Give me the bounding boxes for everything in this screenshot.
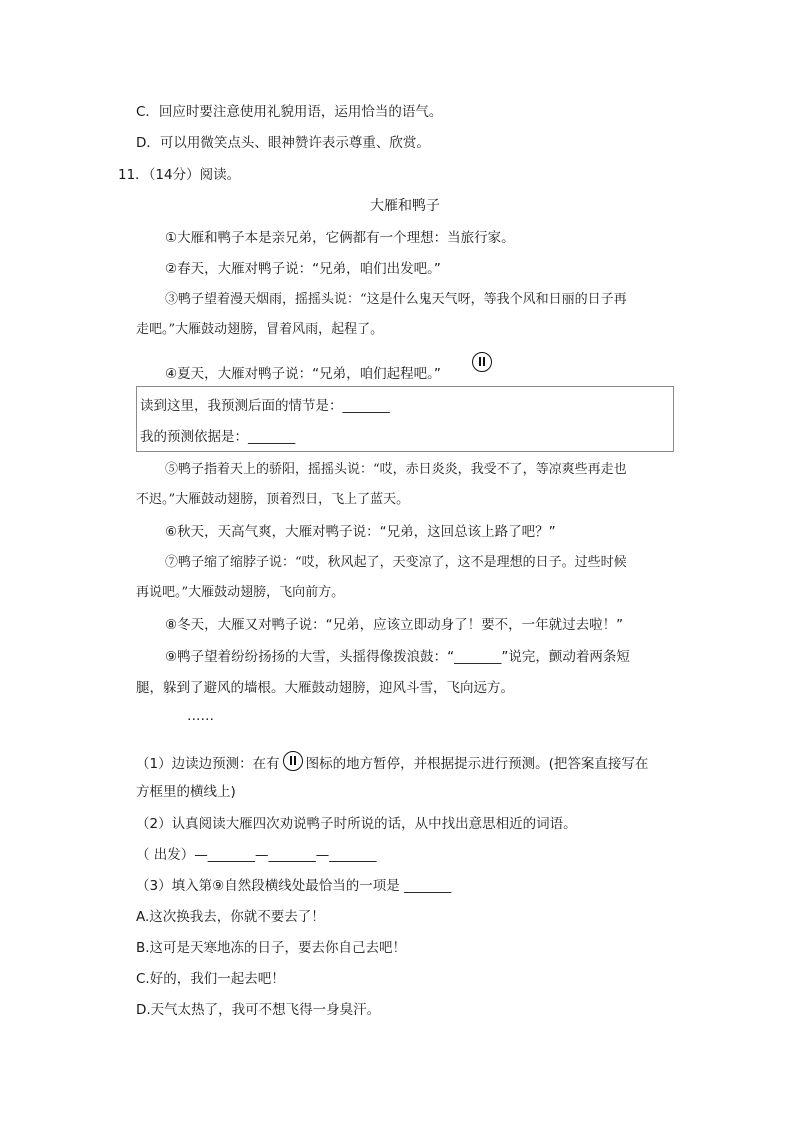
sub-question-3: （3）填入第⑨自然段横线处最恰当的一项是 _______ — [136, 878, 452, 894]
sub-question-1-before: （1）边读边预测：在有 — [136, 756, 280, 772]
sub-question-2: （2）认真阅读大雁四次劝说鸭子时所说的话，从中找出意思相近的词语。 — [136, 816, 577, 832]
paragraph-3-line-1: ③鸭子望着漫天烟雨，摇摇头说：“这是什么鬼天气呀，等我个风和日丽的日子再 — [165, 292, 627, 307]
paragraph-4: ④夏天，大雁对鸭子说：“兄弟，咱们起程吧。” — [165, 366, 441, 382]
paragraph-6: ⑥秋天，天高气爽，大雁对鸭子说：“兄弟，这回总该上路了吧？” — [165, 524, 556, 540]
question-11-header: 11．（14分）阅读。 — [118, 167, 241, 183]
paragraph-5-line-1: ⑤鸭子指着天上的骄阳，摇摇头说：“哎，赤日炎炎，我受不了，等凉爽些再走也 — [165, 462, 627, 477]
sub-question-1-line-1 — [136, 751, 648, 774]
option-c: C．回应时要注意使用礼貌用语，运用恰当的语气。 — [136, 104, 443, 120]
ellipsis: …… — [187, 708, 214, 724]
prediction-line-2: 我的预测依据是：_______ — [140, 429, 296, 445]
paragraph-7-line-1: ⑦鸭子缩了缩脖子说：“哎，秋风起了，天变凉了，这不是理想的日子。过些时候 — [165, 555, 627, 570]
pause-icon-inline — [283, 751, 303, 771]
prediction-line-1: 读到这里，我预测后面的情节是：_______ — [140, 398, 390, 414]
sub-question-3-option-a: A.这次换我去，你就不要去了！ — [136, 909, 325, 925]
paragraph-2: ②春天，大雁对鸭子说：“兄弟，咱们出发吧。” — [165, 261, 441, 277]
passage-title: 大雁和鸭子 — [370, 198, 440, 214]
option-d: D．可以用微笑点头、眼神赞许表示尊重、欣赏。 — [136, 135, 430, 151]
sub-question-2-blanks: （ 出发）—_______—_______—_______ — [136, 847, 377, 863]
pause-icon — [472, 352, 492, 372]
sub-question-1-line-2: 方框里的横线上) — [136, 784, 236, 800]
paragraph-9-line-1: ⑨鸭子望着纷纷扬扬的大雪，头摇得像拨浪鼓：“_______”说完，颤动着两条短 — [165, 649, 630, 665]
sub-question-3-option-b: B.这可是天寒地冻的日子，要去你自己去吧！ — [136, 940, 407, 956]
paragraph-8: ⑧冬天，大雁又对鸭子说：“兄弟，应该立即动身了！要不，一年就过去啦！” — [165, 617, 624, 633]
sub-question-1-after: 图标的地方暂停，并根据提示进行预测。(把答案直接写在 — [305, 756, 649, 772]
paragraph-9-line-2: 腿，躲到了避风的墙根。大雁鼓动翅膀，迎风斗雪，飞向远方。 — [136, 680, 514, 696]
sub-question-3-option-c: C.好的，我们一起去吧！ — [136, 971, 285, 987]
paragraph-5-line-2: 不迟。”大雁鼓动翅膀，顶着烈日，飞上了蓝天。 — [136, 492, 410, 507]
sub-question-3-option-d: D.天气太热了，我可不想飞得一身臭汗。 — [136, 1002, 381, 1018]
paragraph-7-line-2: 再说吧。”大雁鼓动翅膀，飞向前方。 — [136, 585, 345, 600]
paragraph-1: ①大雁和鸭子本是亲兄弟，它俩都有一个理想：当旅行家。 — [165, 230, 515, 246]
paragraph-3-line-2: 走吧。”大雁鼓动翅膀，冒着风雨，起程了。 — [136, 322, 384, 337]
